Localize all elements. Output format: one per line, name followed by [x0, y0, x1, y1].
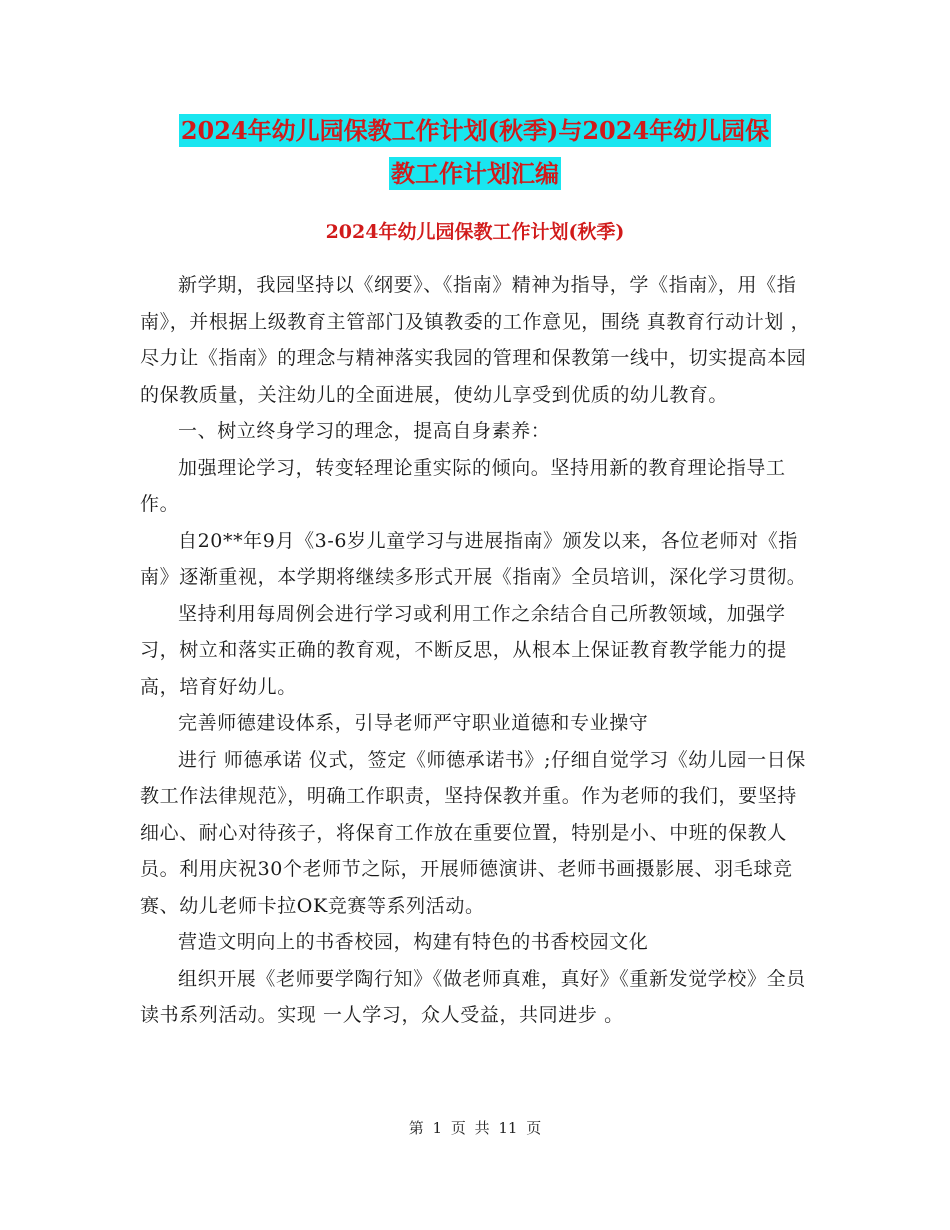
- paragraph-7: 进行 师德承诺 仪式，签定《师德承诺书》;仔细自觉学习《幼儿园一日保教工作法律规范》，明确工作职责，坚持保教并重。作为老师的我们，要坚持细心、耐心对待孩子，将保育工作放在重要位置，特别是小、中班的保教人员。利用庆祝30个老师节之际，开展师德演讲、老师书画摄影展、羽毛球竞赛、幼儿老师卡拉OK竞赛等系列活动。: [140, 748, 806, 917]
- section-title: 2024年幼儿园保教工作计划(秋季): [325, 221, 625, 243]
- paragraph-9: 组织开展《老师要学陶行知》《做老师真难，真好》《重新发觉学校》全员读书系列活动。实现 一人学习，众人受益，共同进步 。: [140, 967, 806, 1026]
- document-title-line-1: [0, 108, 950, 154]
- title-highlight-1: 2024年幼儿园保教工作计划(秋季)与2024年幼儿园保: [180, 116, 770, 145]
- page-footer: 第 1 页 共 11 页: [408, 1119, 542, 1137]
- paragraph-5: 坚持利用每周例会进行学习或利用工作之余结合自己所教领域，加强学习，树立和落实正确的教育观，不断反思，从根本上保证教育教学能力的提高，培育好幼儿。: [140, 602, 787, 698]
- paragraph-6: 完善师德建设体系，引导老师严守职业道德和专业操守: [178, 712, 649, 734]
- title-highlight-2: 教工作计划汇编: [391, 159, 559, 188]
- paragraph-3: 加强理论学习，转变轻理论重实际的倾向。坚持用新的教育理论指导工作。: [140, 456, 786, 515]
- paragraph-8: 营造文明向上的书香校园，构建有特色的书香校园文化: [178, 931, 649, 953]
- document-body: [140, 267, 815, 1034]
- paragraph-2: 一、树立终身学习的理念，提高自身素养：: [178, 420, 551, 442]
- paragraph-4: 自20**年9月《3-6岁儿童学习与进展指南》颁发以来，各位老师对《指南》逐渐重视，本学期将继续多形式开展《指南》全员培训，深化学习贯彻。: [140, 529, 807, 588]
- document-title-line-2: [0, 151, 950, 197]
- paragraph-1: 新学期，我园坚持以《纲要》、《指南》精神为指导，学《指南》，用《指南》，并根据上级教育主管部门及镇教委的工作意见，围绕 真教育行动计划 ，尽力让《指南》的理念与精神落实我园的管理和保教第一线中，切实提高本园的保教质量，关注幼儿的全面进展，使幼儿享受到优质的幼儿教育。: [140, 274, 811, 406]
